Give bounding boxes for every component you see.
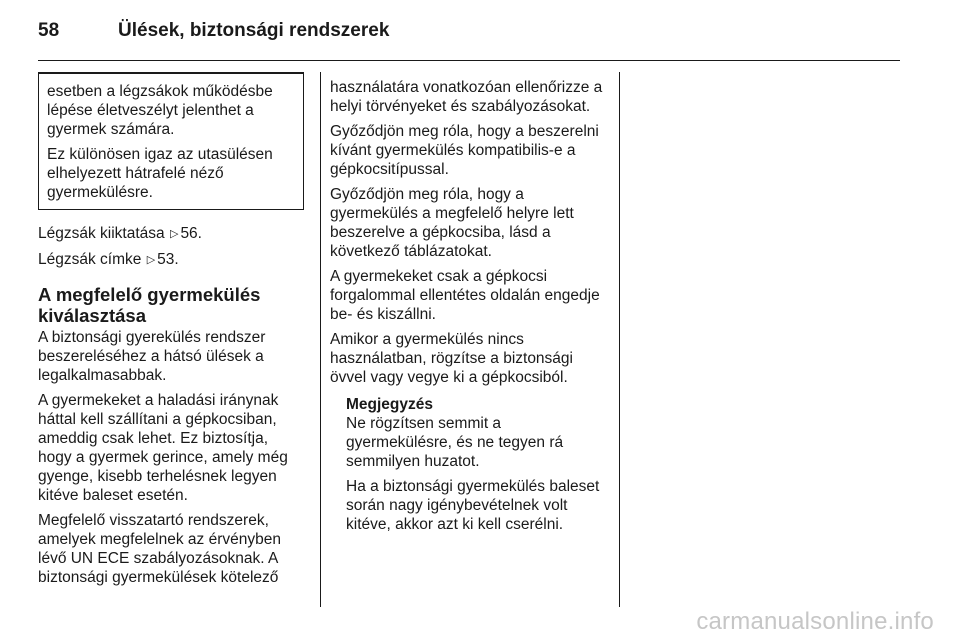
arrow-right-outline-icon: ▷ xyxy=(169,228,179,240)
body-paragraph: Győződjön meg róla, hogy a beszerelni kívánt gyermekülés kompatibilis-e a gépkocsitípussal. xyxy=(330,123,599,178)
cross-reference[interactable] xyxy=(38,250,304,270)
note-paragraph: Ne rögzítsen semmit a gyermekülésre, és ne tegyen rá semmilyen huzatot. xyxy=(346,415,564,470)
column-left xyxy=(38,72,304,593)
column-divider xyxy=(619,72,620,607)
watermark-text: carmanualsonline.info xyxy=(696,608,934,635)
warning-text: Ez különösen igaz az utasülésen elhelyezett hátrafelé néző gyermekülésre. xyxy=(47,146,273,201)
page-title: Ülések, biztonsági rendszerek xyxy=(118,20,390,41)
column-middle xyxy=(330,78,610,540)
body-paragraph: A biztonsági gyerekülés rendszer beszereléséhez a hátsó ülések a legalkalmasabbak. xyxy=(38,329,266,384)
body-paragraph: Amikor a gyermekülés nincs használatban, rögzítse a biztonsági övvel vagy vegye ki a gépkocsiból. xyxy=(330,331,573,386)
column-divider xyxy=(320,72,321,607)
section-title: A megfelelő gyermekülés kiválasztása xyxy=(38,284,261,326)
cross-reference[interactable] xyxy=(38,224,304,244)
body-paragraph: Győződjön meg róla, hogy a gyermekülés a megfelelő helyre lett beszerelve a gépkocsiba, lásd a következő táblázatokat. xyxy=(330,186,574,260)
body-paragraph: A gyermekeket csak a gépkocsi forgalommal ellentétes oldalán engedje be- és kiszállni. xyxy=(330,268,600,323)
reference-page[interactable]: 53. xyxy=(157,251,179,268)
note-paragraph: Ha a biztonsági gyermekülés baleset során nagy igénybevételnek volt kitéve, akkor azt ki kell cserélni. xyxy=(346,478,600,533)
body-paragraph: Megfelelő visszatartó rendszerek, amelyek megfelelnek az érvényben lévő UN ECE szabályozásoknak. A biztonsági gyermekülések kötelező xyxy=(38,512,281,586)
page-number: 58 xyxy=(38,20,60,41)
reference-text: Légzsák címke xyxy=(38,251,142,268)
reference-text: Légzsák kiiktatása xyxy=(38,225,165,242)
note-title: Megjegyzés xyxy=(346,396,434,413)
page-header xyxy=(38,14,900,61)
warning-text: esetben a légzsákok működésbe lépése életveszélyt jelenthet a gyermek számára. xyxy=(47,83,273,138)
note-block xyxy=(346,395,610,534)
body-paragraph: használatára vonatkozóan ellenőrizze a helyi törvényeket és szabályozásokat. xyxy=(330,79,603,115)
body-paragraph: A gyermekeket a haladási iránynak háttal kell szállítani a gépkocsiban, ameddig csak lehet. Ez biztosítja, hogy a gyermek gerince, amely még gyenge, kisebb terhelésnek legyen kitéve baleset esetén. xyxy=(38,392,288,504)
reference-page[interactable]: 56. xyxy=(180,225,202,242)
arrow-right-outline-icon: ▷ xyxy=(146,254,156,266)
warning-box xyxy=(38,72,304,210)
